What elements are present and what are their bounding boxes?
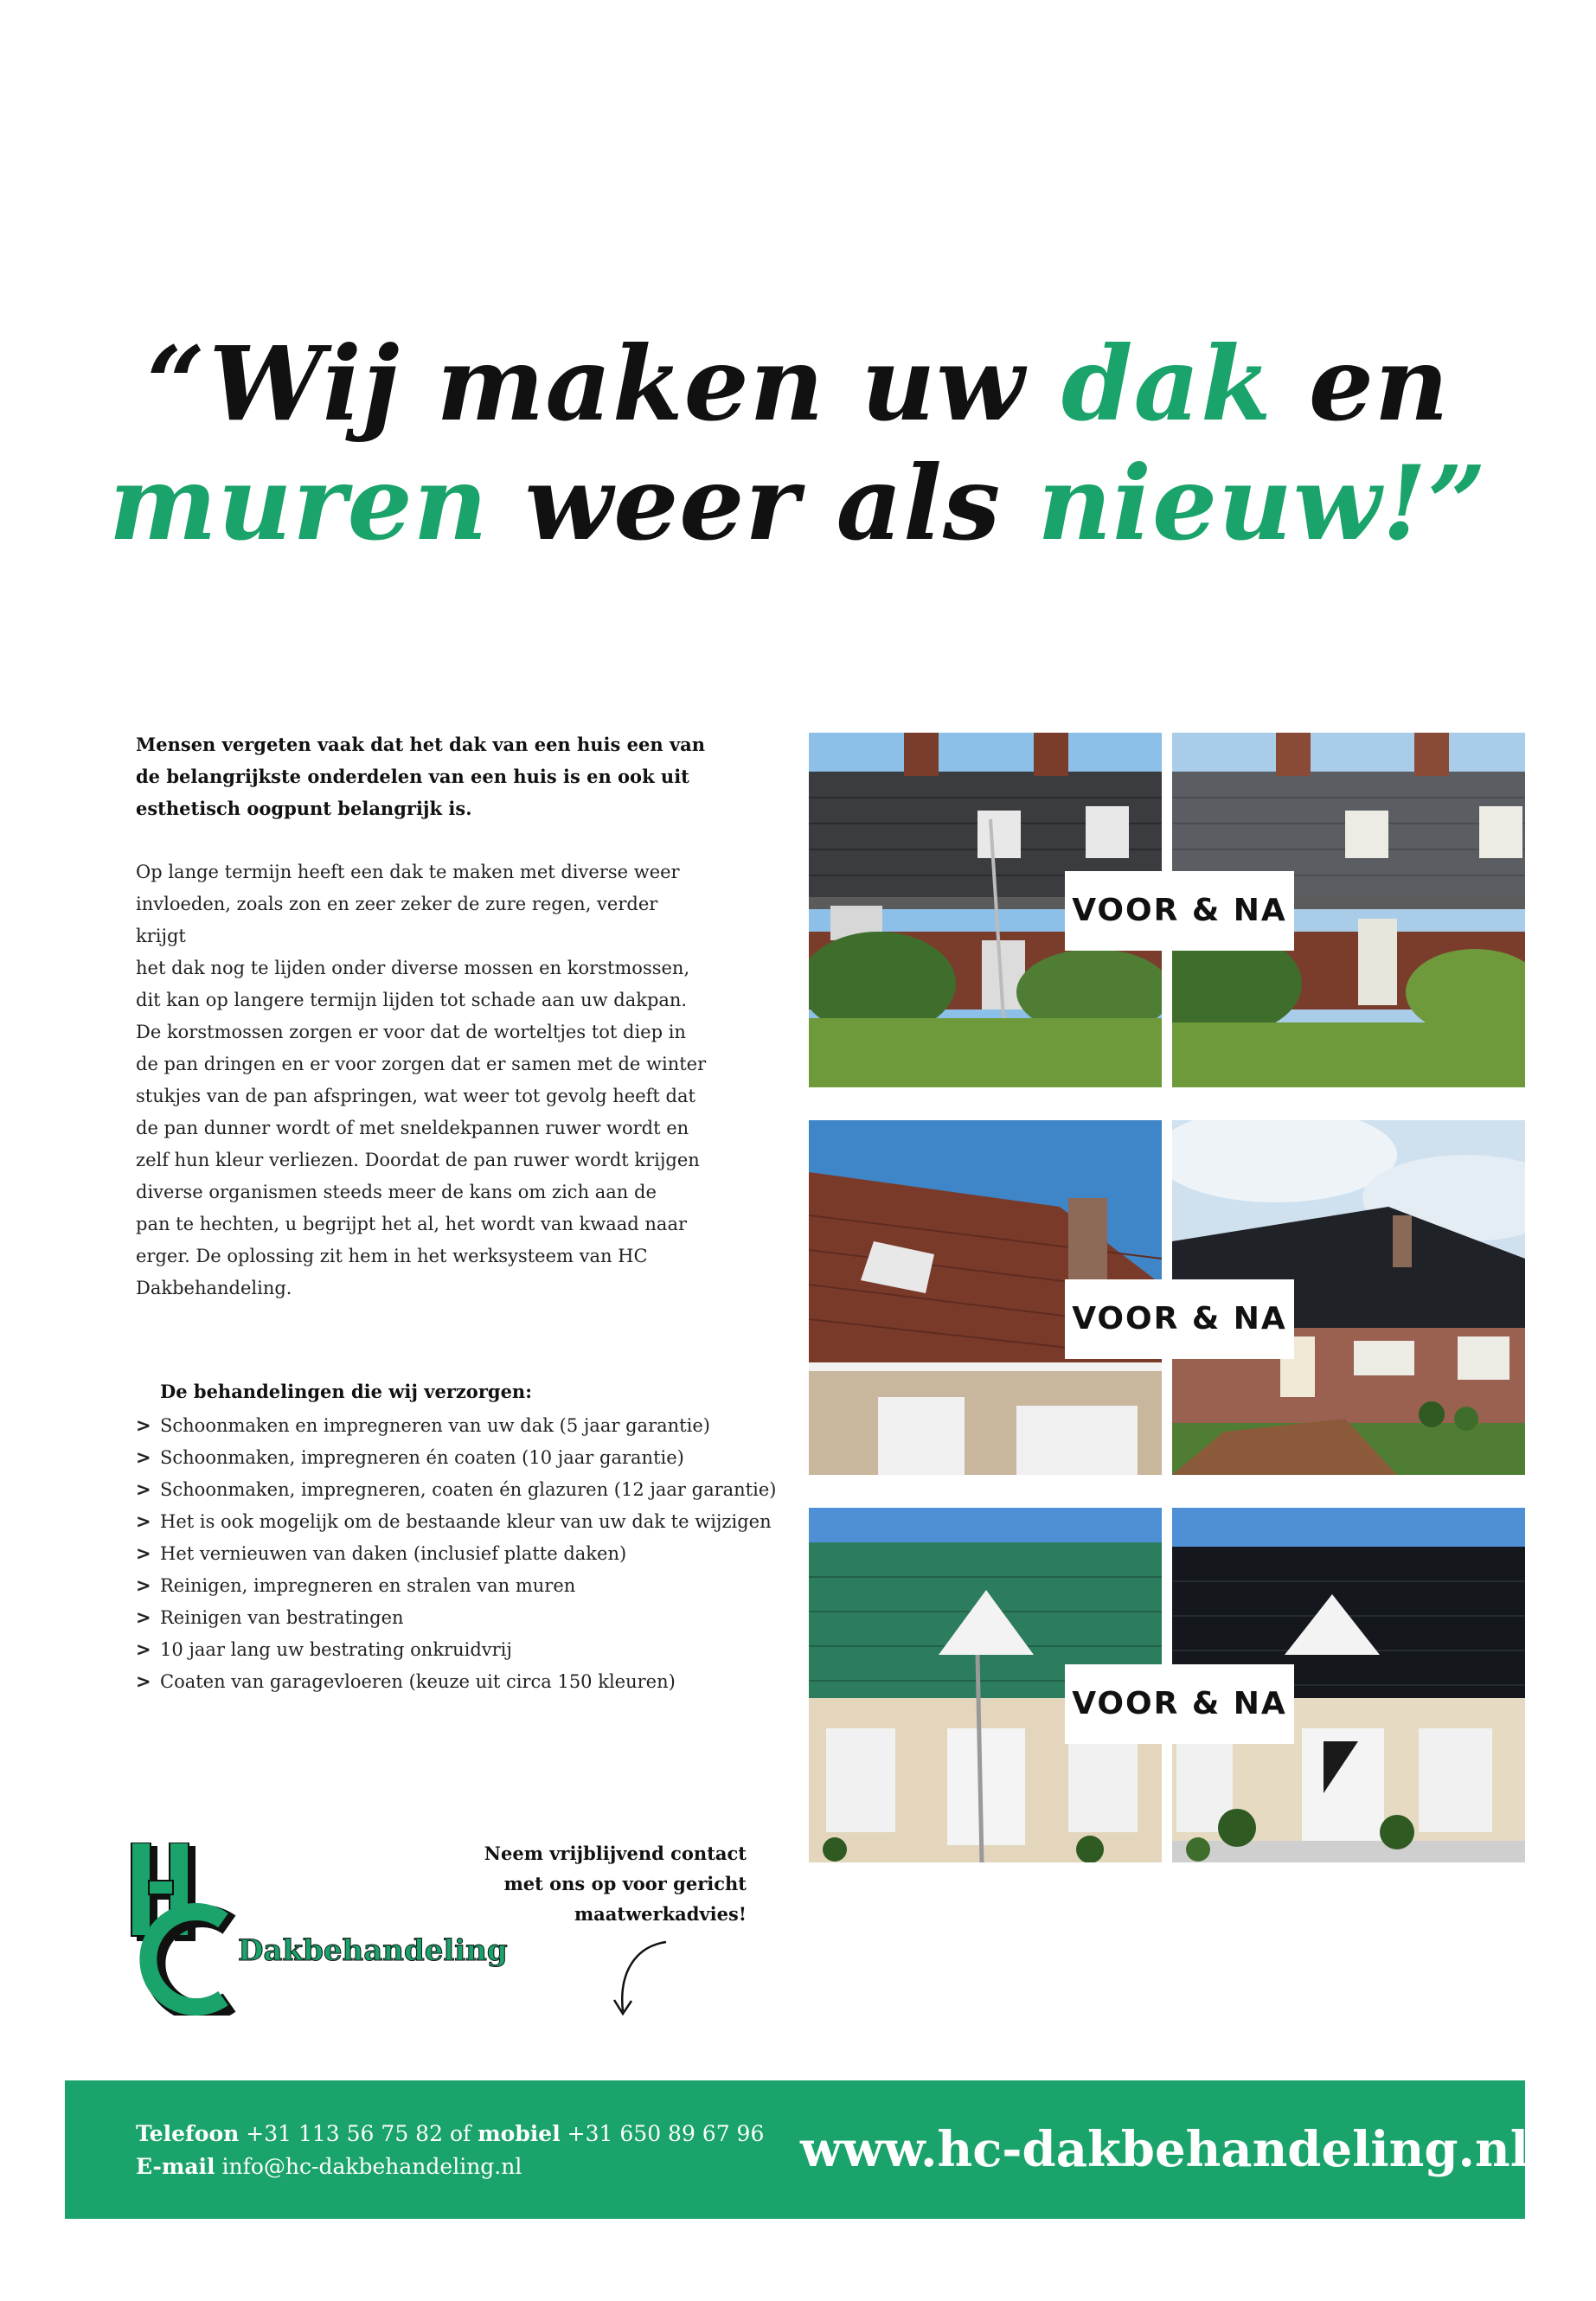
list-item-text: Coaten van garagevloeren (keuze uit circa 150 kleuren) — [160, 1671, 676, 1692]
headline — [0, 324, 1596, 563]
email-label: E-mail — [136, 2154, 215, 2179]
chevron-right-icon: > — [136, 1415, 151, 1436]
list-item-text: Schoonmaken, impregneren én coaten (10 jaar garantie) — [160, 1447, 684, 1468]
treatments-list — [136, 1410, 776, 1698]
contact-cta — [467, 1838, 747, 1929]
before-after-badge: VOOR & NA — [1065, 871, 1294, 951]
headline-highlight: dak — [1061, 324, 1272, 444]
intro-body — [136, 856, 707, 1304]
or-text: of — [449, 2121, 471, 2146]
logo-name: Dakbehandeling — [238, 1933, 508, 1968]
intro-body-line: zelf hun kleur verliezen. Doordat de pan ruwer wordt krijgen — [136, 1150, 700, 1170]
list-item-text: 10 jaar lang uw bestrating onkruidvrij — [160, 1639, 512, 1660]
list-item-text: Schoonmaken, impregneren, coaten én glazuren (12 jaar garantie) — [160, 1479, 777, 1500]
list-item — [136, 1602, 776, 1634]
mobile-label: mobiel — [478, 2121, 561, 2146]
list-item-text: Reinigen van bestratingen — [160, 1607, 404, 1628]
intro-body-line: pan te hechten, u begrijpt het al, het wordt van kwaad naar — [136, 1214, 688, 1234]
headline-line-1 — [0, 324, 1596, 444]
chevron-right-icon: > — [136, 1511, 151, 1532]
list-item — [136, 1666, 776, 1698]
chevron-right-icon: > — [136, 1639, 151, 1660]
intro-body-line: dit kan op langere termijn lijden tot schade aan uw dakpan. — [136, 990, 688, 1010]
intro-body-line: De korstmossen zorgen er voor dat de worteltjes tot diep in — [136, 1022, 686, 1042]
intro-body-line: de pan dunner wordt of met sneldekpannen ruwer wordt en — [136, 1118, 689, 1138]
chevron-right-icon: > — [136, 1447, 151, 1468]
intro-body-line: de pan dringen en er voor zorgen dat er samen met de winter — [136, 1054, 707, 1074]
cta-line: Neem vrijblijvend contact — [484, 1843, 747, 1864]
chevron-right-icon: > — [136, 1671, 151, 1692]
website-link[interactable]: www.hc-dakbehandeling.nl — [800, 2121, 1529, 2178]
intro-lead-line: Mensen vergeten vaak dat het dak van een huis een van — [136, 734, 706, 755]
chevron-right-icon: > — [136, 1575, 151, 1596]
list-item-text: Het is ook mogelijk om de bestaande kleur van uw dak te wijzigen — [160, 1511, 772, 1532]
headline-text: “Wij maken uw — [146, 324, 1061, 444]
list-item — [136, 1538, 776, 1570]
list-item — [136, 1634, 776, 1666]
list-item — [136, 1506, 776, 1538]
email-link[interactable]: info@hc-dakbehandeling.nl — [221, 2154, 522, 2179]
list-item-text: Schoonmaken en impregneren van uw dak (5 jaar garantie) — [160, 1415, 710, 1436]
list-item-text: Reinigen, impregneren en stralen van muren — [160, 1575, 576, 1596]
intro-body-line: Op lange termijn heeft een dak te maken met diverse weer — [136, 862, 680, 882]
headline-highlight: nieuw!” — [1037, 443, 1488, 563]
list-item — [136, 1474, 776, 1506]
list-item — [136, 1410, 776, 1442]
chevron-right-icon: > — [136, 1479, 151, 1500]
intro-lead — [136, 728, 707, 824]
chevron-right-icon: > — [136, 1607, 151, 1628]
intro-body-line: diverse organismen steeds meer de kans om zich aan de — [136, 1182, 657, 1202]
phone-number[interactable]: +31 113 56 75 82 — [246, 2121, 443, 2146]
headline-highlight: muren — [108, 443, 489, 563]
intro-body-line: Dakbehandeling. — [136, 1278, 292, 1298]
headline-text: weer als — [488, 443, 1038, 563]
phone-label: Telefoon — [136, 2121, 240, 2146]
company-logo — [130, 1843, 519, 2016]
list-item — [136, 1570, 776, 1602]
footer-contact — [136, 2118, 764, 2183]
mobile-number[interactable]: +31 650 89 67 96 — [567, 2121, 765, 2146]
headline-line-2 — [0, 444, 1596, 563]
cta-line: maatwerkadvies! — [574, 1903, 747, 1925]
cta-line: met ons op voor gericht — [503, 1873, 747, 1894]
footer-email-line — [136, 2150, 764, 2183]
curved-arrow-icon — [606, 1938, 675, 2024]
list-item — [136, 1442, 776, 1474]
chevron-right-icon: > — [136, 1543, 151, 1564]
list-item-text: Het vernieuwen van daken (inclusief platte daken) — [160, 1543, 627, 1564]
intro-body-line: stukjes van de pan afspringen, wat weer tot gevolg heeft dat — [136, 1086, 695, 1106]
before-after-badge: VOOR & NA — [1065, 1279, 1294, 1359]
before-after-badge: VOOR & NA — [1065, 1664, 1294, 1744]
intro-lead-line: esthetisch oogpunt belangrijk is. — [136, 798, 472, 819]
intro-body-line: het dak nog te lijden onder diverse mossen en korstmossen, — [136, 958, 690, 978]
footer-phone-line — [136, 2118, 764, 2150]
intro-body-line: invloeden, zoals zon en zeer zeker de zure regen, verder krijgt — [136, 894, 658, 946]
intro-lead-line: de belangrijkste onderdelen van een huis is en ook uit — [136, 766, 689, 787]
intro-body-line: erger. De oplossing zit hem in het werksysteem van HC — [136, 1246, 648, 1266]
headline-text: en — [1272, 324, 1450, 444]
hc-logo-icon — [130, 1843, 519, 2016]
treatments-title: De behandelingen die wij verzorgen: — [160, 1381, 532, 1402]
